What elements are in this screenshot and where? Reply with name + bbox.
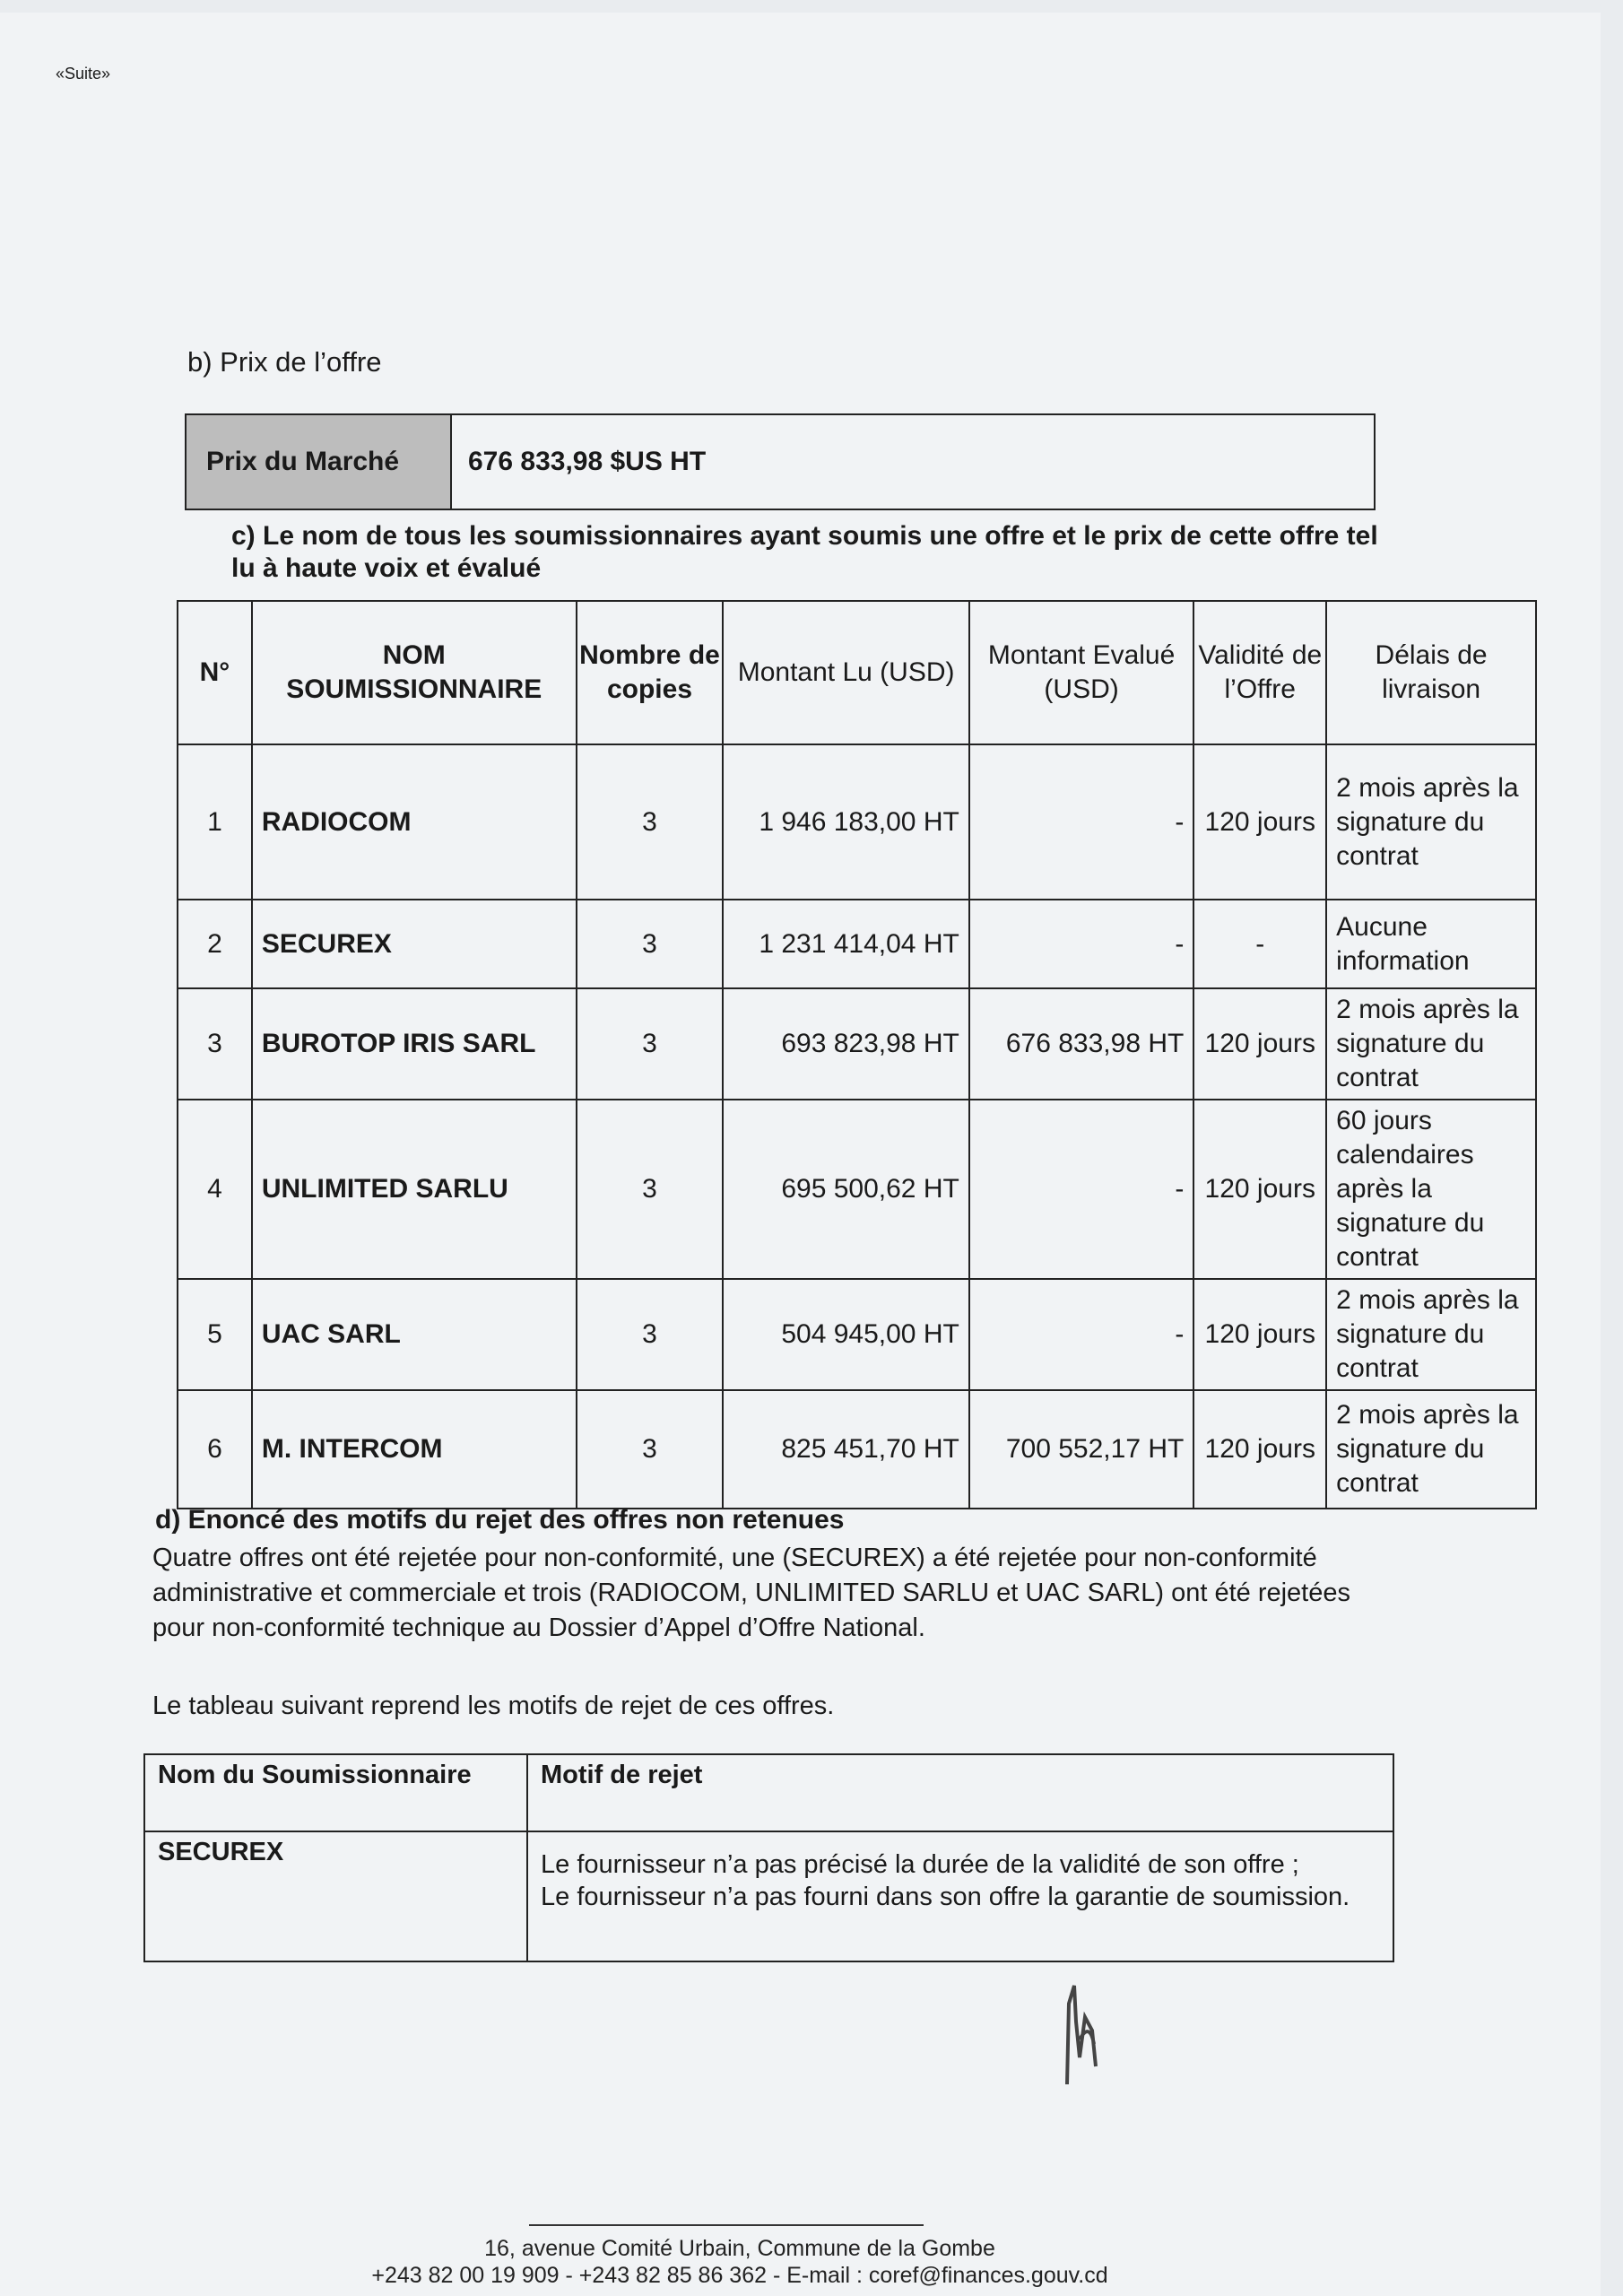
rejection-table	[143, 1753, 1394, 1962]
column-header: N°	[178, 601, 252, 744]
rejection-paragraph: Quatre offres ont été rejetée pour non-conformité, une (SECUREX) a été rejetée pour non-conformité administrative et commerciale et trois (RADIOCOM, UNLIMITED SARLU et UAC SARL) ont été rejetées pour non-conformité technique au Dossier d’Appel d’Offre National.	[152, 1544, 1350, 1642]
cell-montant-lu: 504 945,00 HT	[723, 1279, 968, 1390]
rejection-intro: Le tableau suivant reprend les motifs de rejet de ces offres.	[152, 1692, 835, 1720]
market-price-value: 676 833,98 $US HT	[468, 447, 707, 476]
cell-montant-evalue: 676 833,98 HT	[969, 988, 1194, 1100]
cell-montant-lu: 1 231 414,04 HT	[723, 900, 968, 988]
column-header: Nom du Soumissionnaire	[144, 1754, 527, 1831]
cell-name: RADIOCOM	[252, 744, 577, 900]
column-header: Montant Lu (USD)	[723, 601, 968, 744]
cell-montant-lu: 1 946 183,00 HT	[723, 744, 968, 900]
cell-validite: 120 jours	[1193, 744, 1326, 900]
section-c-heading: c) Le nom de tous les soumissionnaires ayant soumis une offre et le prix de cette offre tel lu à haute voix et évalué	[231, 521, 1378, 583]
cell-name: UNLIMITED SARLU	[252, 1100, 577, 1279]
cell-validite: -	[1193, 900, 1326, 988]
cell-no: 5	[178, 1279, 252, 1390]
section-d-heading: d) Enoncé des motifs du rejet des offres non retenues	[155, 1505, 845, 1535]
table-row	[144, 1831, 1393, 1961]
cell-no: 3	[178, 988, 252, 1100]
table-header-row	[178, 601, 1536, 744]
footer	[269, 2235, 1211, 2289]
section-b-heading: b) Prix de l’offre	[187, 346, 382, 378]
cell-copies: 3	[577, 744, 724, 900]
cell-name: SECUREX	[252, 900, 577, 988]
cell-montant-evalue: -	[969, 1279, 1194, 1390]
cell-validite: 120 jours	[1193, 1279, 1326, 1390]
cell-copies: 3	[577, 988, 724, 1100]
cell-montant-lu: 693 823,98 HT	[723, 988, 968, 1100]
rejection-reason	[527, 1831, 1393, 1961]
column-header: Montant Evalué (USD)	[969, 601, 1194, 744]
cell-no: 6	[178, 1390, 252, 1509]
table-header-row	[144, 1754, 1393, 1831]
bidders-table	[177, 600, 1537, 1509]
document-page	[0, 13, 1601, 2296]
cell-no: 4	[178, 1100, 252, 1279]
column-header: Délais de livraison	[1326, 601, 1536, 744]
cell-no: 1	[178, 744, 252, 900]
column-header: Validité de l’Offre	[1193, 601, 1326, 744]
cell-name: UAC SARL	[252, 1279, 577, 1390]
cell-validite: 120 jours	[1193, 988, 1326, 1100]
table-row	[178, 1279, 1536, 1390]
cell-montant-evalue: -	[969, 1100, 1194, 1279]
cell-copies: 3	[577, 1100, 724, 1279]
table-row	[178, 988, 1536, 1100]
cell-name: BUROTOP IRIS SARL	[252, 988, 577, 1100]
column-header: Motif de rejet	[527, 1754, 1393, 1831]
cell-delais: 2 mois après la signature du contrat	[1326, 988, 1536, 1100]
cell-montant-lu: 695 500,62 HT	[723, 1100, 968, 1279]
cell-validite: 120 jours	[1193, 1390, 1326, 1509]
cell-copies: 3	[577, 1279, 724, 1390]
cell-validite: 120 jours	[1193, 1100, 1326, 1279]
cell-delais: 60 jours calendaires après la signature du contrat	[1326, 1100, 1536, 1279]
cell-copies: 3	[577, 900, 724, 988]
reason-line: Le fournisseur n’a pas fourni dans son offre la garantie de soumission.	[541, 1883, 1350, 1911]
footer-address: 16, avenue Comité Urbain, Commune de la Gombe	[484, 2236, 995, 2261]
bidder-name: SECUREX	[144, 1831, 527, 1961]
cell-delais: Aucune information	[1326, 900, 1536, 988]
table-row	[178, 1100, 1536, 1279]
cell-name: M. INTERCOM	[252, 1390, 577, 1509]
market-price-label: Prix du Marché	[187, 415, 452, 509]
cell-montant-evalue: -	[969, 900, 1194, 988]
cell-copies: 3	[577, 1390, 724, 1509]
signature	[1049, 1968, 1139, 2093]
footer-divider	[529, 2224, 924, 2226]
market-price-box	[185, 413, 1376, 510]
table-row	[178, 900, 1536, 988]
continuation-label: «Suite»	[56, 65, 111, 83]
cell-montant-evalue: 700 552,17 HT	[969, 1390, 1194, 1509]
footer-contact: +243 82 00 19 909 - +243 82 85 86 362 - E-mail : coref@finances.gouv.cd	[371, 2263, 1108, 2288]
table-row	[178, 744, 1536, 900]
cell-delais: 2 mois après la signature du contrat	[1326, 1279, 1536, 1390]
column-header: Nombre de copies	[577, 601, 724, 744]
reason-line: Le fournisseur n’a pas précisé la durée de la validité de son offre ;	[541, 1850, 1299, 1879]
column-header: NOM SOUMISSIONNAIRE	[252, 601, 577, 744]
table-row	[178, 1390, 1536, 1509]
cell-no: 2	[178, 900, 252, 988]
cell-delais: 2 mois après la signature du contrat	[1326, 1390, 1536, 1509]
cell-delais: 2 mois après la signature du contrat	[1326, 744, 1536, 900]
cell-montant-evalue: -	[969, 744, 1194, 900]
cell-montant-lu: 825 451,70 HT	[723, 1390, 968, 1509]
